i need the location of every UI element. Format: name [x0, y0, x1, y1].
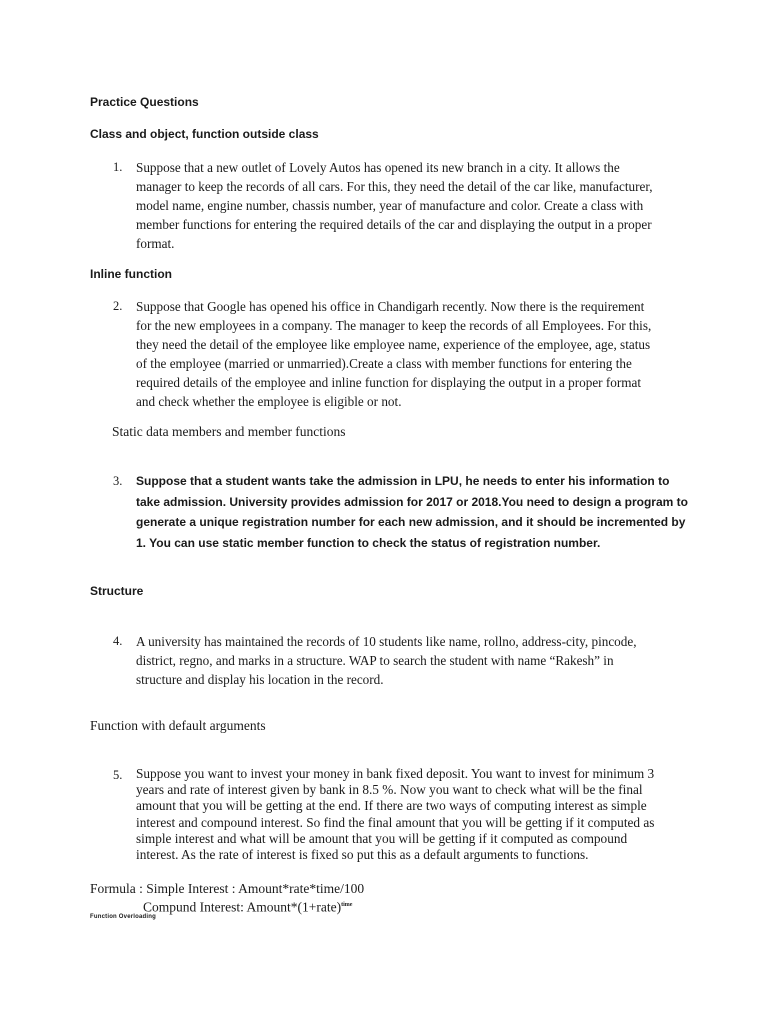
question-2-line: and check whether the employee is eligible or not.	[136, 394, 402, 409]
question-4	[136, 632, 681, 689]
question-1-line: member functions for entering the required details of the car and displaying the output in a proper	[136, 217, 652, 232]
question-2	[136, 297, 681, 411]
formula-exponent: time	[341, 902, 353, 908]
question-1-line: model name, engine number, chassis number, year of manufacture and color. Create a class with	[136, 198, 644, 213]
question-2-line: of the employee (married or unmarried).Create a class with member functions for entering the	[136, 356, 632, 371]
question-number-3: 3.	[113, 474, 123, 488]
footnote-function-overloading: Function Overloading	[90, 914, 157, 920]
question-number-1: 1.	[113, 160, 123, 174]
question-5-line: years and rate of interest given by bank in 8.5 %. Now you want to check what will be the final	[136, 782, 643, 798]
question-1-line: manager to keep the records of all cars. For this, they need the detail of the car like, manufacturer,	[136, 179, 653, 194]
question-1-line: Suppose that a new outlet of Lovely Autos has opened its new branch in a city. It allows the	[136, 160, 620, 175]
question-number-2: 2.	[113, 299, 123, 313]
question-1-line: format.	[136, 236, 175, 251]
question-number-5: 5.	[113, 768, 123, 782]
formula-compound-interest	[143, 897, 352, 916]
question-2-line: they need the detail of the employee like employee name, experience of the employee, age, status	[136, 337, 651, 352]
question-3	[136, 471, 696, 553]
question-1	[136, 158, 681, 253]
question-5-line: interest. As the rate of interest is fixed so put this as a default arguments to functions.	[136, 847, 589, 863]
question-4-line: A university has maintained the records of 10 students like name, rollno, address-city, pincode,	[136, 634, 637, 649]
formula-simple-interest: Formula : Simple Interest : Amount*rate*time/100	[90, 881, 365, 896]
question-2-line: Suppose that Google has opened his office in Chandigarh recently. Now there is the requirement	[136, 299, 645, 314]
question-3-line: take admission. University provides admission for 2017 or 2018.You need to design a program to	[136, 494, 688, 509]
formula-compound-text: Compund Interest: Amount*(1+rate)	[143, 899, 342, 915]
question-4-line: district, regno, and marks in a structure. WAP to search the student with name “Rakesh” in	[136, 653, 614, 668]
question-4-line: structure and display his location in the record.	[136, 672, 384, 687]
section-heading-inline-function: Inline function	[90, 267, 172, 281]
question-5-line: amount that you will be getting at the end. If there are two ways of computing interest as simple	[136, 798, 647, 814]
question-5	[136, 766, 678, 863]
question-5-line: Suppose you want to invest your money in bank fixed deposit. You want to invest for minimum 3	[136, 766, 655, 781]
question-5-line: simple interest and what will be amount that you will be getting if it computed as compound	[136, 830, 628, 846]
question-number-4: 4.	[113, 634, 123, 648]
page-title: Practice Questions	[90, 95, 199, 109]
question-2-line: required details of the employee and inline function for displaying the output in a proper format	[136, 375, 642, 390]
question-5-line: interest and compound interest. So find the final amount that you will be getting if it computed as	[136, 814, 655, 830]
section-heading-default-arguments: Function with default arguments	[90, 718, 266, 733]
question-3-line: generate a unique registration number for each new admission, and it should be incremented by	[136, 515, 686, 529]
question-3-line: 1. You can use static member function to check the status of registration number.	[136, 535, 601, 550]
section-heading-static-members: Static data members and member functions	[112, 424, 346, 439]
question-3-line: Suppose that a student wants take the admission in LPU, he needs to enter his information to	[136, 474, 670, 488]
question-2-line: for the new employees in a company. The manager to keep the records of all Employees. For this,	[136, 318, 652, 333]
section-heading-structure: Structure	[90, 584, 144, 598]
section-heading-class-object: Class and object, function outside class	[90, 127, 319, 141]
